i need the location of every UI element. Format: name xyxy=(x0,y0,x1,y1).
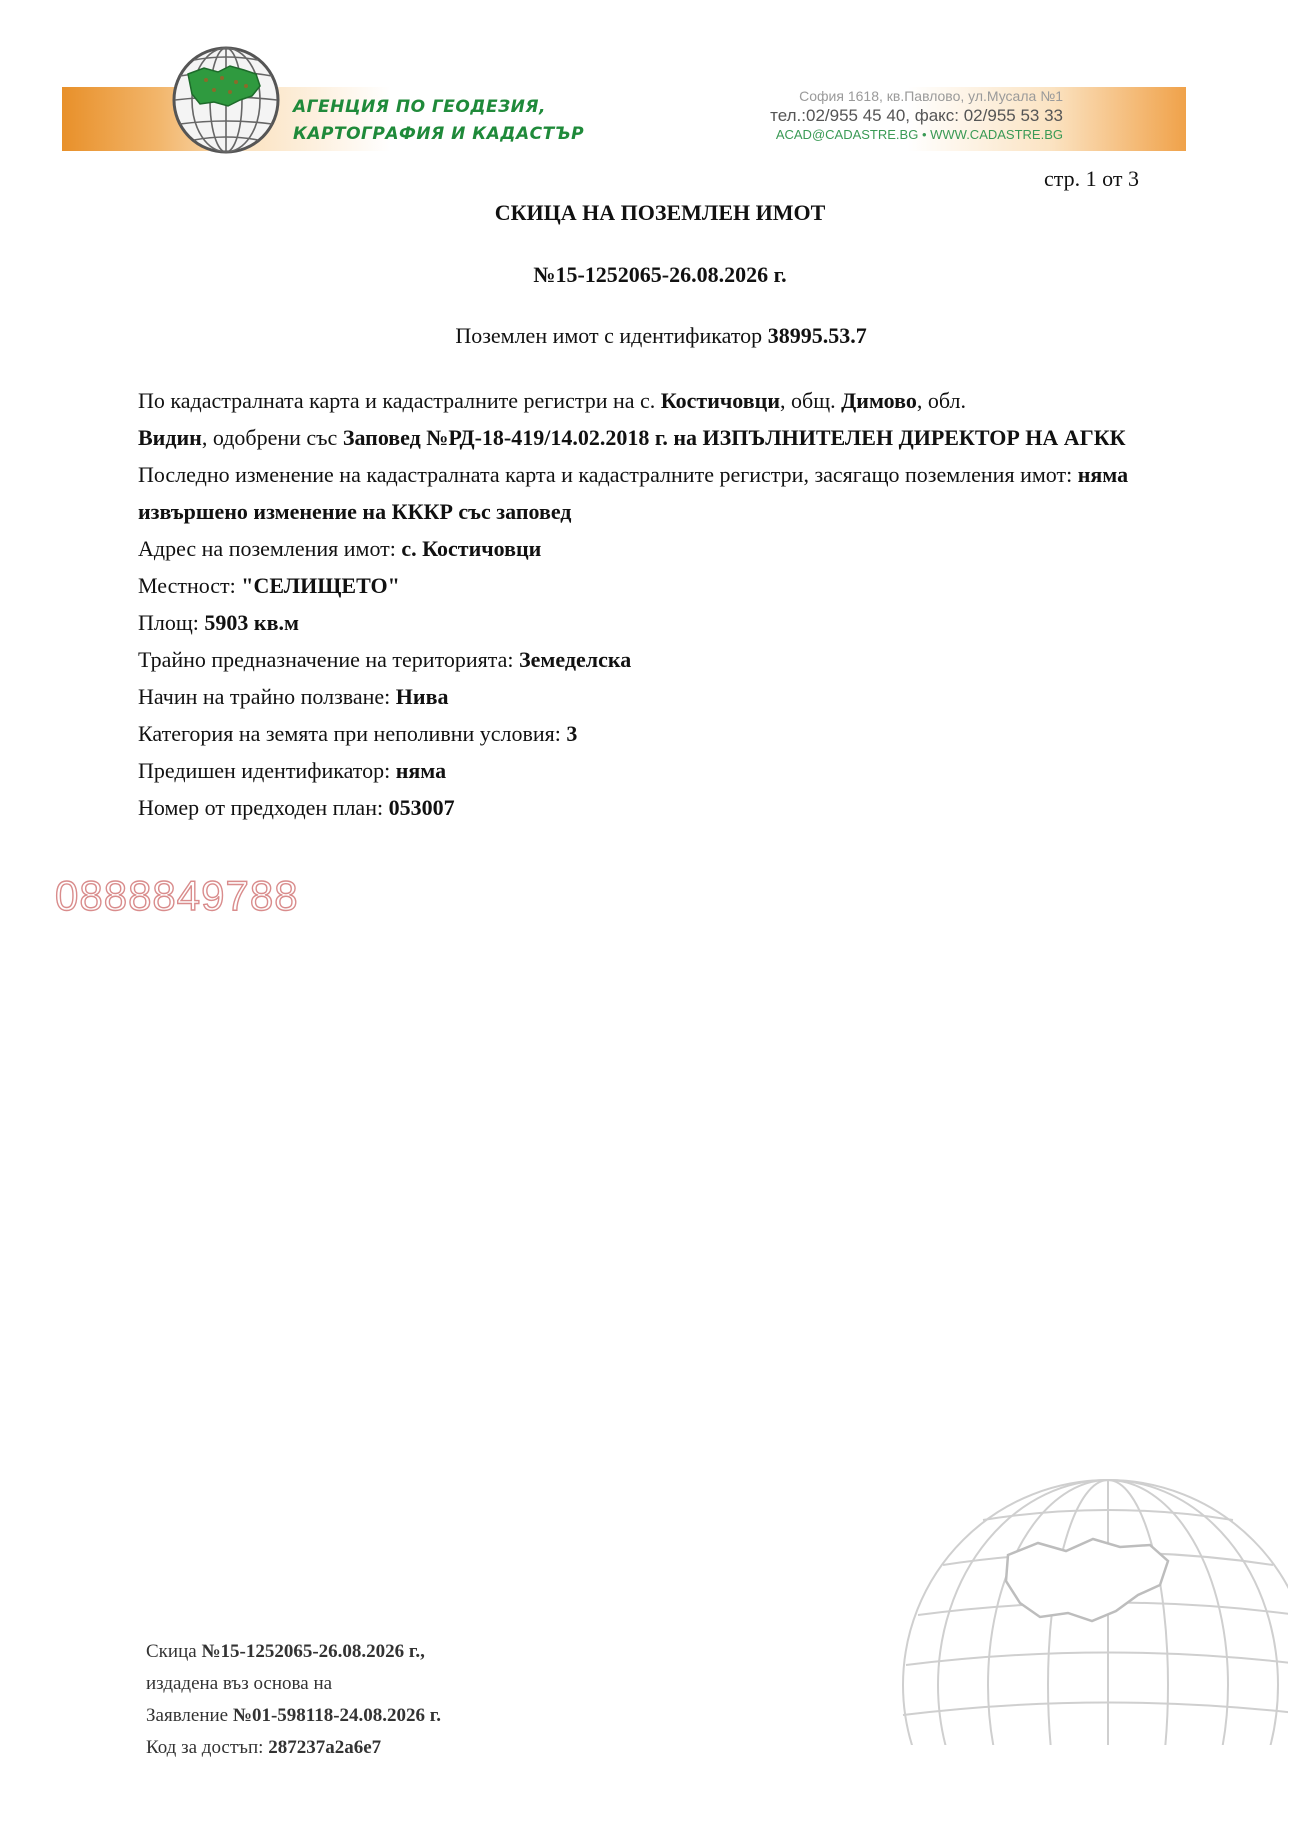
last-change-label: Последно изменение на кадастралната карта и кадастралните регистри, засягащо поземления имот: xyxy=(138,462,1078,487)
contact-web: ACAD@CADASTRE.BG • WWW.CADASTRE.BG xyxy=(775,127,1063,142)
address-label: Адрес на поземления имот: xyxy=(138,536,402,561)
agency-name-line2: КАРТОГРАФИЯ И КАДАСТЪР xyxy=(293,124,585,144)
identifier-label: Поземлен имот с идентификатор xyxy=(455,323,763,348)
footer-block xyxy=(146,1636,441,1764)
footer-line4 xyxy=(146,1732,441,1764)
purpose-label: Трайно предназначение на територията: xyxy=(138,647,520,672)
text-fragment: , одобрени със xyxy=(201,425,343,450)
globe-watermark-icon xyxy=(888,1465,1288,1745)
area-row xyxy=(138,604,1188,641)
approval-order: Заповед №РД-18-419/14.02.2018 г. на ИЗПЪЛНИТЕЛЕН ДИРЕКТОР НА АГКК xyxy=(342,425,1126,450)
previous-id-label: Предишен идентификатор: xyxy=(138,758,396,783)
locality-row xyxy=(138,567,1188,604)
phone-watermark: 0888849788 xyxy=(55,872,299,919)
region-name: Видин xyxy=(138,425,202,450)
usage-label: Начин на трайно ползване: xyxy=(138,684,396,709)
last-change-value: няма извършено изменение на КККР със заповед xyxy=(138,462,1129,524)
footer-line1 xyxy=(146,1636,441,1668)
category-label: Категория на земята при неполивни условия: xyxy=(138,721,567,746)
footer-label: Заявление xyxy=(146,1705,233,1726)
purpose-row xyxy=(138,641,1188,678)
text-fragment: По кадастралната карта и кадастралните регистри на с. xyxy=(138,388,661,413)
agency-globe-logo-icon xyxy=(170,44,282,156)
previous-plan-row xyxy=(138,789,1188,826)
identifier-line xyxy=(0,323,1289,349)
text-fragment: , общ. xyxy=(780,388,842,413)
contact-phone: тел.:02/955 45 40, факс: 02/955 53 33 xyxy=(770,106,1063,125)
footer-line3 xyxy=(146,1700,441,1732)
area-value: 5903 кв.м xyxy=(204,610,299,635)
locality-label: Местност: xyxy=(138,573,242,598)
footer-sketch-number: №15-1252065-26.08.2026 г., xyxy=(201,1641,425,1662)
previous-id-row xyxy=(138,752,1188,789)
cadastre-paragraph xyxy=(138,382,1188,456)
address-value: с. Костичовци xyxy=(401,536,542,561)
page-number: стр. 1 от 3 xyxy=(1044,166,1139,191)
usage-row xyxy=(138,678,1188,715)
footer-application-number: №01-598118-24.08.2026 г. xyxy=(232,1705,442,1726)
document-number: №15-1252065-26.08.2026 г. xyxy=(533,262,787,287)
footer-label: Скица xyxy=(146,1641,202,1662)
last-change-row xyxy=(138,456,1188,530)
identifier-value: 38995.53.7 xyxy=(767,323,867,348)
property-details xyxy=(138,382,1188,826)
previous-id-value: няма xyxy=(395,758,447,783)
previous-plan-label: Номер от предходен план: xyxy=(138,795,389,820)
contact-address: София 1618, кв.Павлово, ул.Мусала №1 xyxy=(799,88,1063,104)
village-name: Костичовци xyxy=(660,388,780,413)
area-label: Площ: xyxy=(138,610,205,635)
text-fragment: , обл. xyxy=(916,388,966,413)
category-value: 3 xyxy=(566,721,578,746)
agency-name xyxy=(293,94,584,148)
category-row xyxy=(138,715,1188,752)
usage-value: Нива xyxy=(395,684,449,709)
footer-access-code: 287237a2a6e7 xyxy=(268,1737,382,1758)
document-title: СКИЦА НА ПОЗЕМЛЕН ИМОТ xyxy=(494,200,826,225)
agency-name-line1: АГЕНЦИЯ ПО ГЕОДЕЗИЯ, xyxy=(293,97,546,117)
footer-label: Код за достъп: xyxy=(146,1737,269,1758)
previous-plan-value: 053007 xyxy=(388,795,455,820)
purpose-value: Земеделска xyxy=(519,647,632,672)
contact-block xyxy=(770,87,1063,144)
address-row xyxy=(138,530,1188,567)
locality-value: "СЕЛИЩЕТО" xyxy=(241,573,400,598)
municipality-name: Димово xyxy=(841,388,917,413)
footer-line2: издадена въз основа на xyxy=(146,1673,333,1694)
